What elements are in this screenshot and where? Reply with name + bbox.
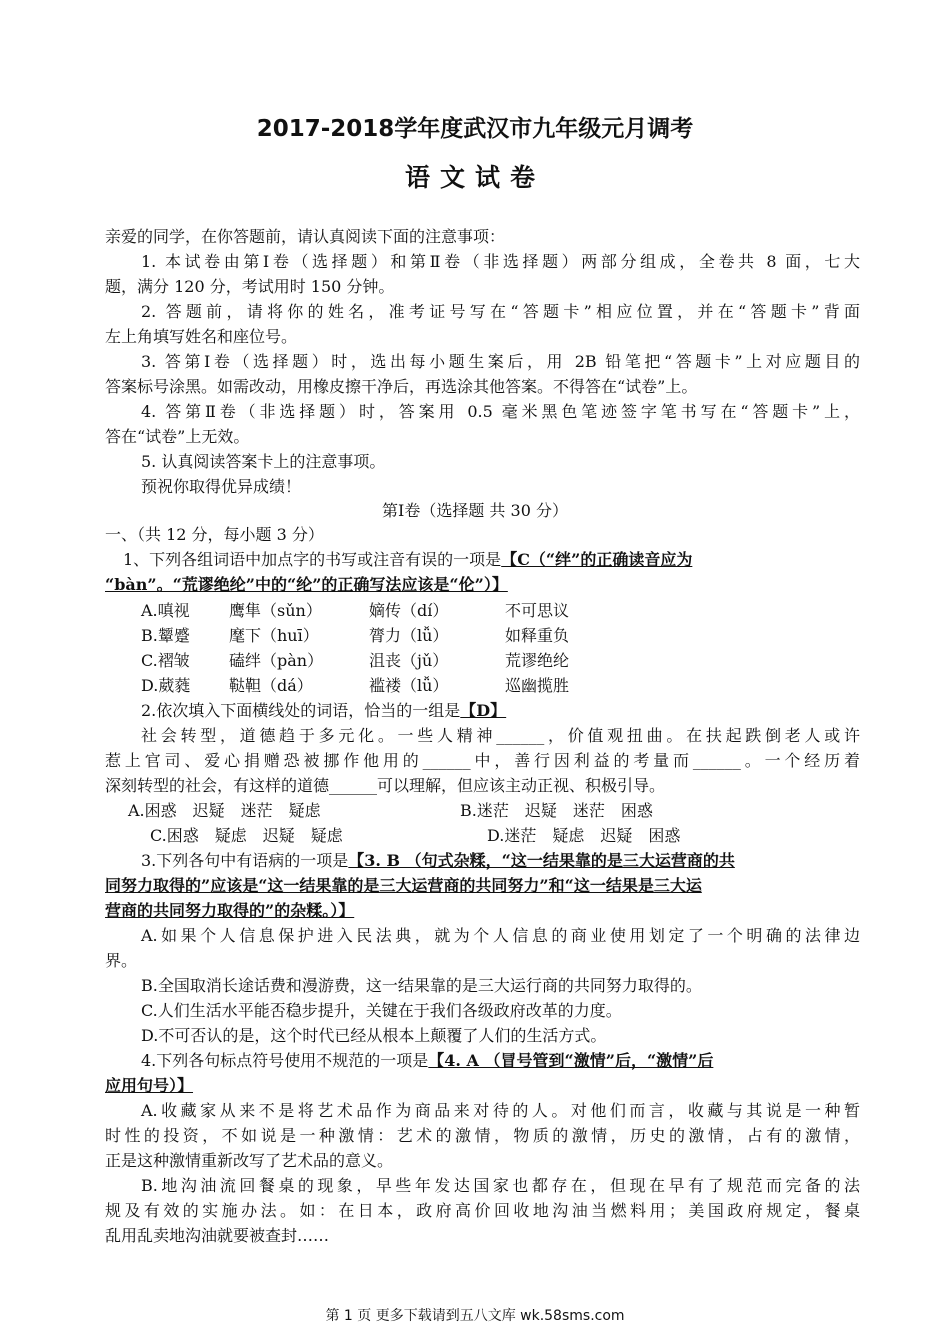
q2-option-d: D.迷茫 疑虑 迟疑 困惑 [487,826,681,845]
q4-option-b-line2: 规及有效的实施办法。如：在日本，政府高价回收地沟油当燃料用；美国政府规定，餐桌 [105,1201,860,1220]
part-one-heading: 一、（共 12 分，每小题 3 分） [105,525,324,544]
q1-option-c: C.褶皱 磕绊（pàn） 沮丧（jǔ） 荒谬绝纶 [141,651,570,670]
notice-item-3a: 3. 答第Ⅰ卷（选择题）时，选出每小题生案后，用 2B 铅笔把“答题卡”上对应题目的 [141,352,860,371]
q2-option-a: A.困惑 迟疑 迷茫 疑虑 [128,801,321,820]
notice-intro: 亲爱的同学，在你答题前，请认真阅读下面的注意事项： [105,227,506,246]
notice-item-4b: 答在“试卷”上无效。 [105,427,250,446]
notice-item-2a: 2. 答题前，请将你的姓名，准考证号写在“答题卡”相应位置，并在“答题卡”背面 [141,302,860,321]
q4-stem: 4.下列各句标点符号使用不规范的一项是 [141,1051,429,1070]
q1-option-d: D.葳蕤 鞑靼（dá） 褴褛（lǚ） 巡幽揽胜 [141,676,570,695]
q2-line [141,700,506,722]
notice-item-2b: 左上角填写姓名和座位号。 [105,327,298,346]
q4-option-a-line3: 正是这种激情重新改写了艺术品的意义。 [105,1151,394,1170]
page-footer: 第 1 页 更多下载请到五八文库 wk.58sms.com [325,1308,625,1324]
q3-option-b: B.全国取消长途话费和漫游费，这一结果靠的是三大运行商的共同努力取得的。 [141,976,702,995]
q2-option-c: C.困惑 疑虑 迟疑 疑虑 [150,826,343,845]
q1-option-b: B.颦蹙 麾下（huī） 膂力（lǚ） 如释重负 [141,626,570,645]
q4-line [141,1050,713,1072]
q4-option-a-line2: 时性的投资，不如说是一种激情：艺术的激情，物质的激情，历史的激情，占有的激情， [105,1126,860,1145]
notice-item-4a: 4. 答第Ⅱ卷（非选择题）时，答案用 0.5 毫米黑色笔迹签字笔书写在“答题卡”上， [141,402,860,421]
q1-answer-part1: 【C（“绊”的正确读音应为 [501,550,693,569]
q2-option-b: B.迷茫 迟疑 迷茫 困惑 [460,801,653,820]
q4-option-b-line1: B.地沟油流回餐桌的现象，早些年发达国家也都存在，但现在早有了规范而完备的法 [141,1176,860,1195]
q2-stem: 2.依次填入下面横线处的词语，恰当的一组是 [141,701,461,720]
notice-item-5: 5. 认真阅读答案卡上的注意事项。 [141,452,386,471]
q3-answer-part2: 同努力取得的”应该是“这一结果靠的是三大运营商的共同努力”和“这一结果是三大运 [105,876,702,895]
q2-passage-1: 社会转型，道德趋于多元化。一些人精神______，价值观扭曲。在扶起跌倒老人或许 [141,726,860,745]
q3-line [141,850,735,872]
notice-item-1a: 1. 本试卷由第Ⅰ卷（选择题）和第Ⅱ卷（非选择题）两部分组成，全卷共 8 面，七大 [141,252,860,271]
q1-stem: 1、下列各组词语中加点字的书写或注音有误的一项是 [123,550,502,569]
q3-answer-part3: 营商的共同努力取得的”的杂糅。）】 [105,901,355,920]
q2-passage-3: 深刻转型的社会，有这样的道德______可以理解，但应该主动正视、积极引导。 [105,776,666,795]
q1-line [123,549,692,571]
notice-item-3b: 答案标号涂黑。如需改动，用橡皮擦干净后，再选涂其他答案。不得答在“试卷”上。 [105,377,698,396]
q4-option-a-line1: A.收藏家从来不是将艺术品作为商品来对待的人。对他们而言，收藏与其说是一种暂 [141,1101,860,1120]
q3-option-a-line2: 界。 [105,951,138,970]
q3-option-c: C.人们生活水平能否稳步提升，关键在于我们各级政府改革的力度。 [141,1001,622,1020]
q3-answer-part1: 【3. B （句式杂糅，“这一结果靠的是三大运营商的共 [348,851,735,870]
notice-item-1b: 题，满分 120 分，考试用时 150 分钟。 [105,277,395,296]
exam-subtitle: 语文试卷 [404,163,545,192]
notice-wish: 预祝你取得优异成绩！ [141,477,302,496]
q3-option-a-line1: A.如果个人信息保护进入民法典，就为个人信息的商业使用划定了一个明确的法律边 [141,926,860,945]
q1-option-a: A.嗔视 鹰隼（sǔn） 嫡传（dí） 不可思议 [141,601,570,620]
q4-option-b-line3: 乱用乱卖地沟油就要被查封…… [105,1226,330,1245]
q1-answer-part2: “bàn”。“荒谬绝纶”中的“纶”的正确写法应该是“伦”）】 [105,575,508,594]
q2-passage-2: 惹上官司、爱心捐赠恐被挪作他用的______中，善行因利益的考量而______。一个经历着 [105,751,860,770]
q4-answer-part2: 应用句号）】 [105,1076,194,1095]
q4-answer-part1: 【4. A （冒号管到“激情”后，“激情”后 [428,1051,714,1070]
q2-answer: 【D】 [460,701,507,720]
q3-option-d: D.不可否认的是，这个时代已经从根本上颠覆了人们的生活方式。 [141,1026,607,1045]
section-title: 第Ⅰ卷（选择题 共 30 分） [382,501,568,520]
q3-stem: 3.下列各句中有语病的一项是 [141,851,349,870]
exam-title: 2017-2018学年度武汉市九年级元月调考 [256,116,694,142]
